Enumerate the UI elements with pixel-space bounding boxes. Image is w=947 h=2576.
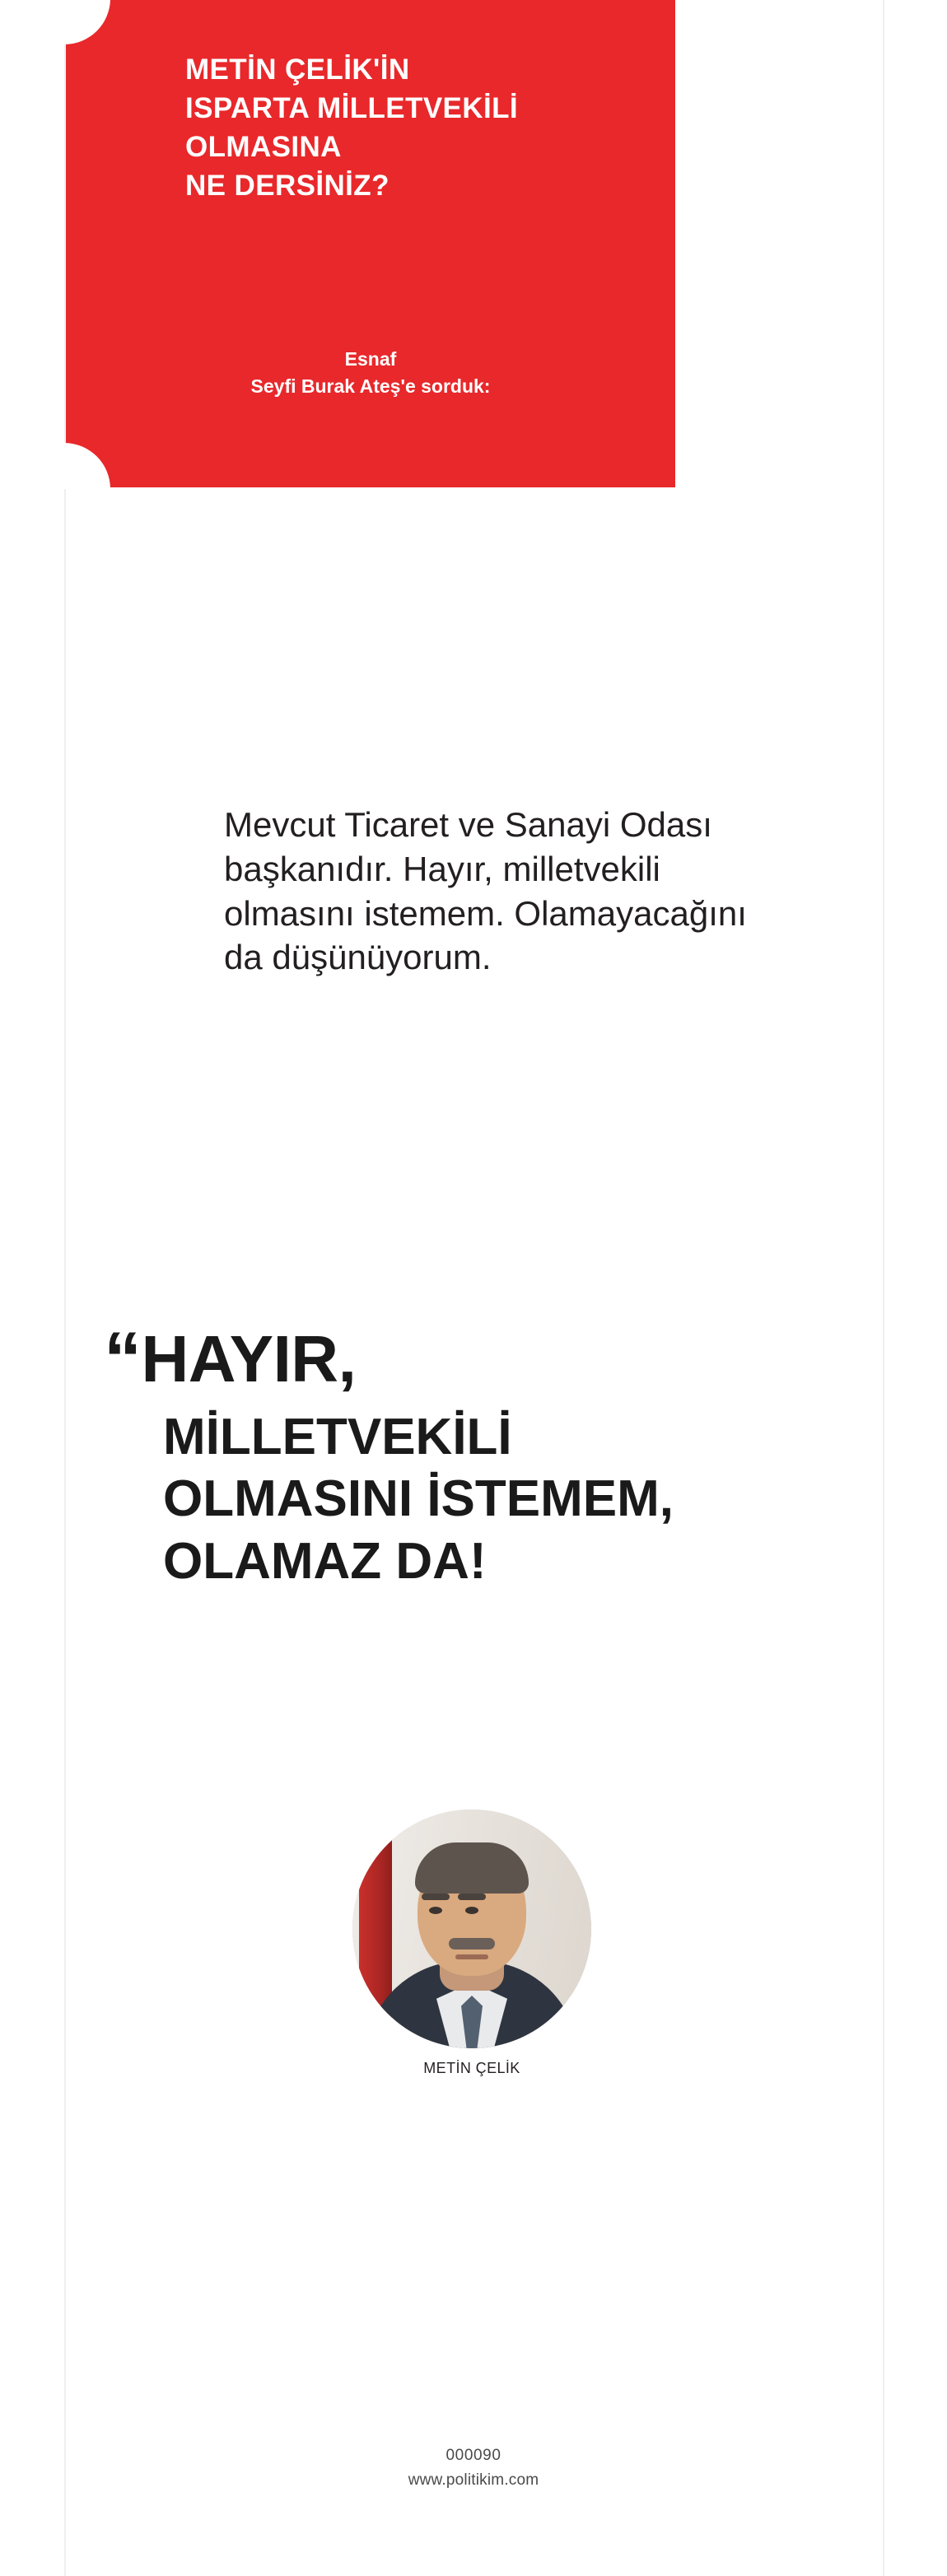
headline-line-3: OLMASINA bbox=[185, 130, 342, 163]
portrait-caption: METİN ÇELİK bbox=[423, 2060, 520, 2076]
pull-quote-text-1: HAYIR, bbox=[141, 1322, 357, 1395]
portrait-moustache bbox=[449, 1938, 495, 1949]
portrait-eye-left bbox=[429, 1907, 442, 1914]
pull-quote-line-2: MİLLETVEKİLİ bbox=[163, 1409, 512, 1466]
headline-line-2: ISPARTA MİLLETVEKİLİ bbox=[185, 91, 519, 124]
header-red-block bbox=[66, 0, 675, 487]
open-quote-glyph: “ bbox=[104, 1317, 142, 1401]
kicker-line-1: Esnaf bbox=[344, 348, 397, 370]
portrait-block bbox=[352, 1810, 591, 2077]
headline-line-4: NE DERSİNİZ? bbox=[185, 169, 390, 202]
portrait-mouth bbox=[455, 1954, 488, 1959]
answer-paragraph: Mevcut Ticaret ve Sanayi Odası başkanıdır. Hayır, milletvekili olmasını istemem. Olamayacağını da düşünüyorum. bbox=[224, 805, 747, 977]
portrait-brow-left bbox=[422, 1894, 450, 1900]
right-margin-rule bbox=[883, 0, 884, 2576]
avatar bbox=[352, 1810, 591, 2048]
footer-website: www.politikim.com bbox=[408, 2471, 539, 2489]
kicker bbox=[66, 346, 675, 401]
pull-quote bbox=[91, 1317, 881, 1590]
footer-code: 000090 bbox=[446, 2447, 501, 2464]
footer bbox=[0, 2447, 947, 2490]
pull-quote-line-1 bbox=[91, 1317, 881, 1402]
portrait-hair bbox=[415, 1842, 529, 1894]
portrait-brow-right bbox=[458, 1894, 486, 1900]
portrait-eye-right bbox=[465, 1907, 478, 1914]
headline-line-1: METİN ÇELİK'İN bbox=[185, 54, 410, 86]
page-title bbox=[185, 51, 696, 206]
pull-quote-line-3: OLMASINI İSTEMEM, bbox=[163, 1470, 674, 1528]
kicker-line-2: Seyfi Burak Ateş'e sorduk: bbox=[250, 375, 491, 398]
pull-quote-line-4: OLAMAZ DA! bbox=[163, 1532, 487, 1590]
